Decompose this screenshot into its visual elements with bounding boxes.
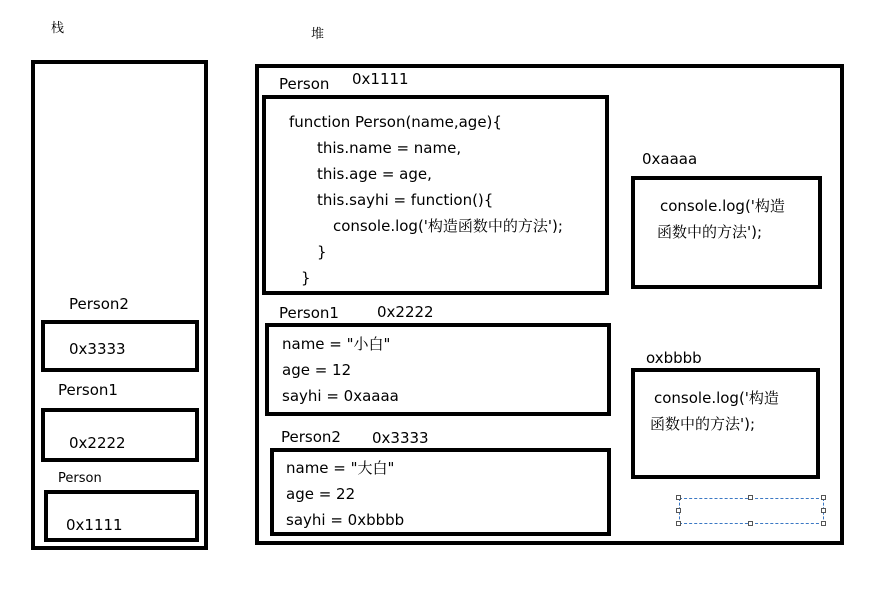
constructor-box [262, 95, 609, 295]
resize-handle-bm[interactable] [748, 521, 753, 526]
constructor-address: 0x1111 [352, 70, 409, 88]
object-person2-name: Person2 [281, 428, 341, 446]
function-a-line-1: console.log('构造 [660, 197, 785, 215]
stack-value-person1: 0x2222 [69, 434, 126, 452]
function-a-line-2: 函数中的方法'); [657, 223, 763, 241]
code-line-4: this.sayhi = function(){ [317, 191, 494, 209]
resize-handle-tm[interactable] [748, 495, 753, 500]
person2-field-age: age = 22 [286, 485, 356, 503]
stack-value-person: 0x1111 [66, 516, 123, 534]
code-line-1: function Person(name,age){ [289, 113, 502, 131]
resize-handle-mr[interactable] [821, 508, 826, 513]
person1-field-name: name = "小白" [282, 335, 391, 353]
function-b-line-1: console.log('构造 [654, 389, 779, 407]
resize-handle-tr[interactable] [821, 495, 826, 500]
object-person1-address: 0x2222 [377, 303, 434, 321]
code-line-5: console.log('构造函数中的方法'); [333, 217, 563, 235]
function-b-box [631, 368, 820, 479]
code-line-2: this.name = name, [317, 139, 462, 157]
constructor-name: Person [279, 75, 330, 93]
code-line-6: } [317, 243, 327, 261]
function-b-line-2: 函数中的方法'); [650, 415, 756, 433]
resize-handle-tl[interactable] [676, 495, 681, 500]
person2-field-sayhi: sayhi = 0xbbbb [286, 511, 405, 529]
code-line-3: this.age = age, [317, 165, 432, 183]
stack-label-person: Person [58, 471, 102, 486]
resize-handle-bl[interactable] [676, 521, 681, 526]
function-b-address: oxbbbb [646, 349, 702, 367]
object-person1-box [265, 323, 611, 416]
person1-field-age: age = 12 [282, 361, 352, 379]
person2-field-name: name = "大白" [286, 459, 395, 477]
object-person2-address: 0x3333 [372, 429, 429, 447]
code-line-7: } [301, 269, 311, 287]
function-a-box [631, 176, 822, 289]
object-person1-name: Person1 [279, 304, 339, 322]
heap-title: 堆 [311, 27, 325, 42]
stack-title: 栈 [51, 21, 65, 36]
stack-label-person1: Person1 [58, 381, 118, 399]
resize-handle-ml[interactable] [676, 508, 681, 513]
stack-label-person2: Person2 [69, 295, 129, 313]
resize-handle-br[interactable] [821, 521, 826, 526]
stack-cell-person1 [41, 408, 199, 462]
person1-field-sayhi: sayhi = 0xaaaa [282, 387, 399, 405]
object-person2-box [270, 448, 611, 536]
stack-cell-person2 [41, 320, 199, 372]
function-a-address: 0xaaaa [642, 150, 698, 168]
stack-value-person2: 0x3333 [69, 340, 126, 358]
stack-cell-person [44, 490, 199, 542]
